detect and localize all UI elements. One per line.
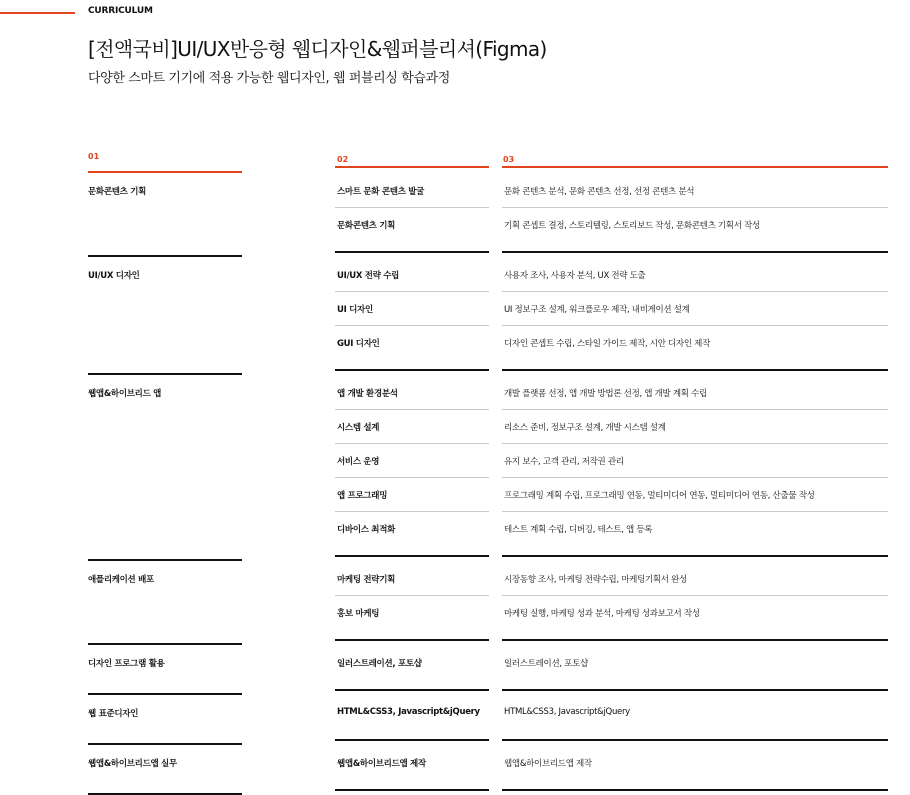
module-name: 웹앱&하이브리드 앱: [88, 389, 162, 399]
group-divider: [335, 555, 489, 557]
group-divider: [335, 789, 489, 791]
column-number-1: 01: [88, 152, 100, 161]
row-divider: [502, 409, 888, 410]
group-divider: [88, 693, 242, 695]
group-divider: [88, 373, 242, 375]
row-divider: [335, 409, 489, 410]
row-divider: [335, 291, 489, 292]
column-accent-line-1: [88, 171, 242, 173]
group-divider: [502, 251, 888, 253]
row-divider: [335, 325, 489, 326]
topic-detail: 일러스트레이션, 포토샵: [504, 659, 588, 669]
topic-name: 시스템 설계: [337, 423, 380, 433]
group-divider: [502, 689, 888, 691]
group-divider: [335, 739, 489, 741]
topic-detail: 프로그래밍 계획 수립, 프로그래밍 연동, 멀티미디어 연동, 멀티미디어 연동, 산출물 작성: [504, 491, 815, 501]
row-divider: [335, 511, 489, 512]
row-divider: [502, 207, 888, 208]
column-number-2: 02: [337, 155, 349, 164]
topic-detail: HTML&CSS3, Javascript&jQuery: [504, 707, 630, 717]
column-number-3: 03: [503, 155, 515, 164]
column-accent-line-2: [335, 166, 489, 168]
row-divider: [502, 477, 888, 478]
row-divider: [335, 595, 489, 596]
topic-name: 서비스 운영: [337, 457, 380, 467]
topic-name: 홍보 마케팅: [337, 609, 380, 619]
section-eyebrow: CURRICULUM: [88, 6, 153, 16]
topic-name: 일러스트레이션, 포토샵: [337, 659, 422, 669]
module-name: 문화콘텐츠 기획: [88, 187, 147, 197]
group-divider: [88, 643, 242, 645]
column-accent-line-3: [502, 166, 888, 168]
topic-name: 문화콘텐츠 기획: [337, 221, 396, 231]
topic-detail: 리소스 준비, 정보구조 설계, 개발 시스템 설계: [504, 423, 666, 433]
topic-detail: 문화 콘텐츠 분석, 문화 콘텐츠 선정, 선정 콘텐츠 분석: [504, 187, 695, 197]
topic-name: 웹앱&하이브리드앱 제작: [337, 759, 426, 769]
topic-name: 디바이스 최적화: [337, 525, 396, 535]
topic-detail: 기획 콘셉트 결정, 스토리텔링, 스토리보드 작성, 문화콘텐츠 기획서 작성: [504, 221, 760, 231]
topic-name: 앱 개발 환경분석: [337, 389, 398, 399]
row-divider: [502, 325, 888, 326]
course-subtitle: 다양한 스마트 기기에 적용 가능한 웹디자인, 웹 퍼블리싱 학습과정: [88, 71, 450, 86]
module-name: 웹 표준디자인: [88, 709, 139, 719]
row-divider: [335, 443, 489, 444]
group-divider: [88, 559, 242, 561]
group-divider: [502, 639, 888, 641]
row-divider: [502, 291, 888, 292]
topic-detail: 개발 플랫폼 선정, 앱 개발 방법론 선정, 앱 개발 계획 수립: [504, 389, 707, 399]
topic-detail: 디자인 콘셉트 수립, 스타일 가이드 제작, 시안 디자인 제작: [504, 339, 710, 349]
topic-name: 마케팅 전략기획: [337, 575, 396, 585]
course-title: [전액국비]UI/UX반응형 웹디자인&웹퍼블리셔(Figma): [88, 37, 547, 61]
topic-detail: 마케팅 실행, 마케팅 성과 분석, 마케팅 성과보고서 작성: [504, 609, 700, 619]
group-divider: [502, 555, 888, 557]
group-divider: [335, 639, 489, 641]
topic-name: 스마트 문화 콘텐츠 발굴: [337, 187, 425, 197]
topic-name: HTML&CSS3, Javascript&jQuery: [337, 707, 480, 717]
row-divider: [502, 595, 888, 596]
topic-name: UI 디자인: [337, 305, 373, 315]
row-divider: [502, 511, 888, 512]
module-name: UI/UX 디자인: [88, 271, 140, 281]
group-divider: [502, 739, 888, 741]
group-divider: [502, 789, 888, 791]
group-divider: [88, 743, 242, 745]
topic-detail: 유지 보수, 고객 관리, 저작권 관리: [504, 457, 624, 467]
topic-detail: UI 정보구조 설계, 워크플로우 제작, 내비게이션 설계: [504, 305, 690, 315]
group-divider: [335, 689, 489, 691]
topic-detail: 사용자 조사, 사용자 분석, UX 전략 도출: [504, 271, 646, 281]
topic-detail: 테스트 계획 수립, 디버깅, 테스트, 앱 등록: [504, 525, 653, 535]
topic-detail: 웹앱&하이브리드앱 제작: [504, 759, 592, 769]
module-name: 웹앱&하이브리드앱 실무: [88, 759, 177, 769]
row-divider: [335, 207, 489, 208]
topic-name: GUI 디자인: [337, 339, 380, 349]
topic-detail: 시장동향 조사, 마케팅 전략수립, 마케팅기획서 완성: [504, 575, 687, 585]
group-divider: [502, 369, 888, 371]
module-name: 애플리케이션 배포: [88, 575, 154, 585]
group-divider: [88, 255, 242, 257]
row-divider: [502, 443, 888, 444]
topic-name: UI/UX 전략 수립: [337, 271, 400, 281]
topic-name: 앱 프로그래밍: [337, 491, 388, 501]
module-name: 디자인 프로그램 활용: [88, 659, 165, 669]
eyebrow-line: [0, 12, 75, 14]
group-divider: [335, 369, 489, 371]
group-divider: [335, 251, 489, 253]
row-divider: [335, 477, 489, 478]
